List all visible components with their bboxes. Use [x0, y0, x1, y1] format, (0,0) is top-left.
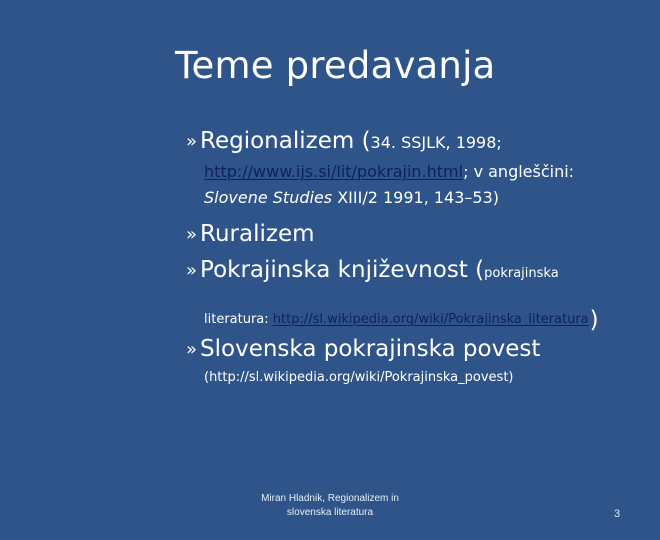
bullet-marker: » [186, 339, 198, 360]
pokrajinska-literatura-link[interactable]: http://sl.wikipedia.org/wiki/Pokrajinska_literatura [272, 312, 589, 327]
pokrajinska-literatura-closing-parenthesis: ) [589, 307, 599, 333]
slovene-studies-title: Slovene Studies [204, 188, 333, 207]
bullet-regionalizem-label: Regionalizem ( [200, 128, 371, 154]
bullet-ruralizem-label: Ruralizem [200, 221, 315, 247]
bullet-marker: » [186, 131, 198, 152]
pokrajinska-small-text: pokrajinska [484, 266, 559, 281]
bullet-slovenska-pokrajinska-povest [186, 334, 540, 364]
bullet-ruralizem [186, 219, 315, 249]
regionalizem-source-line [204, 188, 499, 208]
bullet-regionalizem-reference: 34. SSJLK, 1998; [370, 133, 502, 152]
regionalizem-english-note: ; v angleščini: [463, 162, 575, 181]
page-number: 3 [613, 508, 621, 520]
slovenska-pokrajinska-povest-source: (http://sl.wikipedia.org/wiki/Pokrajinska_povest) [204, 370, 514, 385]
slide-title: Teme predavanja [175, 44, 496, 87]
bullet-pokrajinska-knjizevnost [186, 255, 559, 285]
bullet-regionalizem [186, 126, 502, 156]
pokrajinska-literatura-prefix: literatura: [204, 312, 273, 327]
bullet-marker: » [186, 224, 198, 245]
bullet-marker: » [186, 260, 198, 281]
bullet-pokrajinska-knjizevnost-label: Pokrajinska književnost ( [200, 257, 485, 283]
bullet-slovenska-pokrajinska-povest-label: Slovenska pokrajinska povest [200, 336, 541, 362]
regionalizem-link-line [204, 162, 574, 182]
regionalizem-link[interactable]: http://www.ijs.si/lit/pokrajin.html [204, 162, 464, 181]
pokrajinska-literatura-line [204, 301, 599, 331]
slovene-studies-citation: XIII/2 1991, 143–53) [332, 188, 500, 207]
slide-footer: Miran Hladnik, Regionalizem in slovenska literatura [261, 493, 399, 518]
